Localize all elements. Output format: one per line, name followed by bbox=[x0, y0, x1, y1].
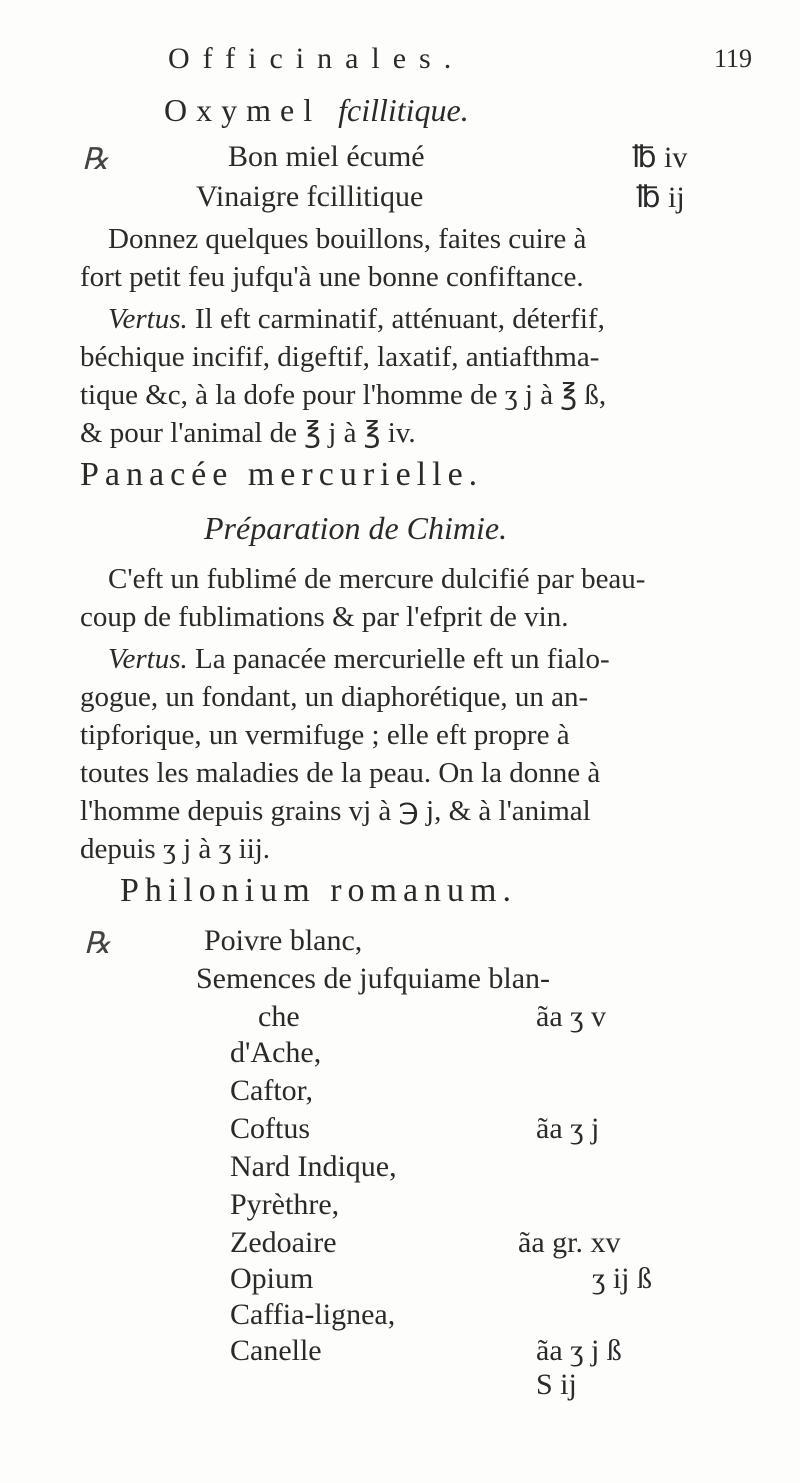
recipe-symbol-icon: ℞ bbox=[82, 143, 109, 176]
panacee-title: Panacée mercurielle. bbox=[80, 456, 484, 493]
ingredient-name: Vinaigre fcillitique bbox=[196, 180, 424, 213]
ingredient-name: Opium bbox=[230, 1262, 314, 1295]
vertus-label: Vertus. bbox=[108, 303, 188, 335]
ingredient-qty: ãa gr. xv bbox=[518, 1226, 621, 1259]
ingredient-name: Canelle bbox=[230, 1334, 322, 1367]
ingredient-name: Coftus bbox=[230, 1112, 311, 1145]
text-line: Donnez quelques bouillons, faites cuire à bbox=[108, 223, 587, 255]
ingredient-qty: ʒ ij ß bbox=[592, 1262, 652, 1295]
text-line: & pour l'animal de ℥ j à ℥ iv. bbox=[80, 417, 416, 449]
running-head: Officinales. bbox=[168, 42, 465, 75]
ingredient-name: che bbox=[258, 1000, 300, 1033]
text-line: fort petit feu jufqu'à une bonne confiftance. bbox=[80, 261, 584, 293]
oxymel-title-main: Oxymel bbox=[164, 92, 322, 128]
text-span: La panacée mercurielle eft un fialo- bbox=[195, 643, 610, 675]
ingredient-name: Nard Indique, bbox=[230, 1150, 397, 1183]
ingredient-name: Caftor, bbox=[230, 1074, 313, 1107]
text-line: toutes les maladies de la peau. On la donne à bbox=[80, 757, 601, 789]
vertus-label: Vertus. bbox=[108, 643, 188, 675]
text-line: gogue, un fondant, un diaphorétique, un an- bbox=[80, 681, 589, 713]
text-line: l'homme depuis grains vj à ℈ j, & à l'animal bbox=[80, 795, 591, 827]
text-line: C'eft un fublimé de mercure dulcifié par beau- bbox=[108, 563, 646, 595]
ingredient-qty: ãa ʒ v bbox=[536, 1000, 606, 1033]
ingredient-qty: ℔ ij bbox=[636, 181, 685, 214]
text-line: coup de fublimations & par l'efprit de vin. bbox=[80, 601, 569, 633]
text-line: béchique incifif, digeftif, laxatif, antiafthma- bbox=[80, 341, 600, 373]
text-line: tipforique, un vermifuge ; elle eft propre à bbox=[80, 719, 570, 751]
philonium-title: Philonium romanum. bbox=[120, 872, 517, 909]
text-line bbox=[80, 640, 760, 678]
text-line: depuis ʒ j à ʒ iij. bbox=[80, 833, 271, 865]
text-line: tique &c, à la dofe pour l'homme de ʒ j à ℥ ß, bbox=[80, 379, 607, 411]
ingredient-name: d'Ache, bbox=[230, 1036, 322, 1069]
oxymel-title bbox=[164, 92, 469, 129]
ingredient-qty: ãa ʒ j bbox=[536, 1112, 600, 1145]
method-text bbox=[80, 220, 760, 296]
ingredient-name: Zedoaire bbox=[230, 1226, 337, 1259]
ingredient-qty: S ij bbox=[536, 1368, 577, 1401]
page-number: 119 bbox=[714, 44, 753, 73]
ingredient-qty: ãa ʒ j ß bbox=[536, 1334, 622, 1367]
ingredient-name: Pyrèthre, bbox=[230, 1188, 340, 1221]
ingredient-qty: ℔ iv bbox=[632, 141, 688, 174]
oxymel-title-italic: fcillitique. bbox=[338, 92, 469, 128]
text-line bbox=[80, 300, 760, 338]
recipe-symbol-icon: ℞ bbox=[84, 927, 111, 960]
ingredient-name: Bon miel écumé bbox=[228, 140, 425, 173]
vertus-paragraph bbox=[80, 300, 760, 452]
ingredient-name: Caffia-lignea, bbox=[230, 1298, 396, 1331]
panacee-intro bbox=[80, 560, 760, 636]
ingredient-name: Semences de jufquiame blan- bbox=[196, 962, 551, 995]
panacee-subtitle: Préparation de Chimie. bbox=[204, 510, 508, 546]
ingredient-name: Poivre blanc, bbox=[204, 924, 363, 957]
panacee-vertus bbox=[80, 640, 760, 868]
text-span: Il eft carminatif, atténuant, déterfif, bbox=[195, 303, 605, 335]
